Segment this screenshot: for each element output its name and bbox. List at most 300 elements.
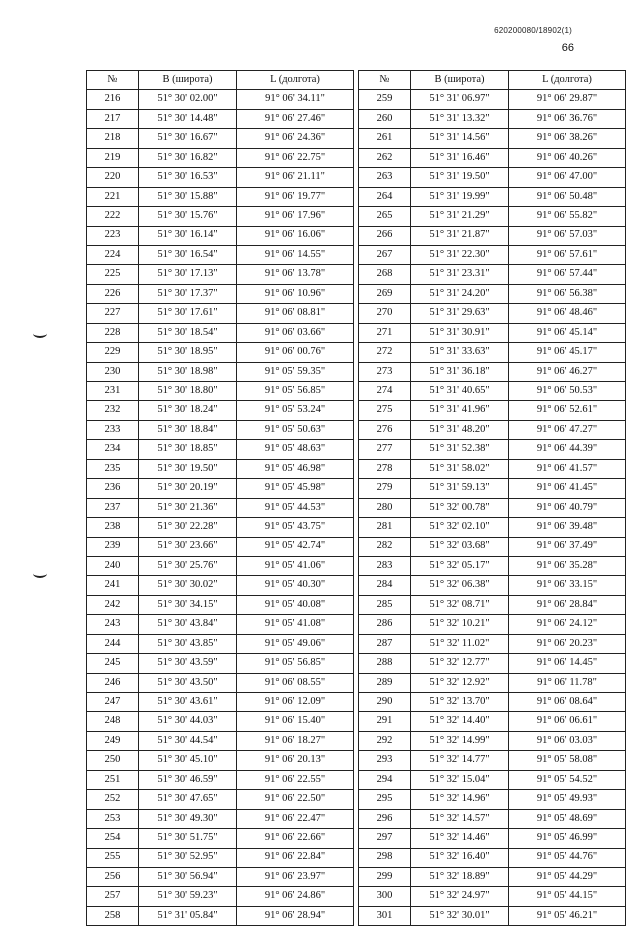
point-number: 256 bbox=[87, 867, 139, 886]
latitude-cell: 51° 32' 14.77" bbox=[411, 751, 509, 770]
longitude-cell: 91° 06' 15.40" bbox=[237, 712, 354, 731]
longitude-cell: 91° 06' 27.46" bbox=[237, 109, 354, 128]
latitude-cell: 51° 30' 46.59" bbox=[139, 770, 237, 789]
point-number: 245 bbox=[87, 654, 139, 673]
point-number: 243 bbox=[87, 615, 139, 634]
point-number: 221 bbox=[87, 187, 139, 206]
longitude-cell: 91° 06' 50.48" bbox=[509, 187, 626, 206]
header-number: № bbox=[87, 71, 139, 90]
table-row bbox=[359, 284, 626, 303]
point-number: 240 bbox=[87, 556, 139, 575]
latitude-cell: 51° 30' 25.76" bbox=[139, 556, 237, 575]
table-row bbox=[87, 304, 354, 323]
latitude-cell: 51° 32' 11.02" bbox=[411, 634, 509, 653]
header-longitude: L (долгота) bbox=[509, 71, 626, 90]
latitude-cell: 51° 30' 18.95" bbox=[139, 343, 237, 362]
table-row bbox=[359, 245, 626, 264]
latitude-cell: 51° 30' 43.85" bbox=[139, 634, 237, 653]
latitude-cell: 51° 31' 19.99" bbox=[411, 187, 509, 206]
point-number: 238 bbox=[87, 518, 139, 537]
table-row bbox=[87, 168, 354, 187]
longitude-cell: 91° 06' 16.06" bbox=[237, 226, 354, 245]
latitude-cell: 51° 32' 14.96" bbox=[411, 790, 509, 809]
latitude-cell: 51° 31' 22.30" bbox=[411, 245, 509, 264]
longitude-cell: 91° 06' 22.84" bbox=[237, 848, 354, 867]
table-row bbox=[87, 90, 354, 109]
latitude-cell: 51° 31' 24.20" bbox=[411, 284, 509, 303]
longitude-cell: 91° 06' 22.66" bbox=[237, 829, 354, 848]
longitude-cell: 91° 05' 54.52" bbox=[509, 770, 626, 789]
point-number: 234 bbox=[87, 440, 139, 459]
point-number: 295 bbox=[359, 790, 411, 809]
point-number: 289 bbox=[359, 673, 411, 692]
point-number: 291 bbox=[359, 712, 411, 731]
table-row bbox=[87, 576, 354, 595]
longitude-cell: 91° 06' 57.03" bbox=[509, 226, 626, 245]
longitude-cell: 91° 05' 59.35" bbox=[237, 362, 354, 381]
latitude-cell: 51° 31' 06.97" bbox=[411, 90, 509, 109]
latitude-cell: 51° 30' 15.88" bbox=[139, 187, 237, 206]
table-row bbox=[359, 362, 626, 381]
margin-mark bbox=[33, 329, 47, 338]
longitude-cell: 91° 06' 19.77" bbox=[237, 187, 354, 206]
longitude-cell: 91° 05' 44.15" bbox=[509, 887, 626, 906]
point-number: 288 bbox=[359, 654, 411, 673]
point-number: 286 bbox=[359, 615, 411, 634]
point-number: 299 bbox=[359, 867, 411, 886]
point-number: 278 bbox=[359, 459, 411, 478]
latitude-cell: 51° 30' 43.50" bbox=[139, 673, 237, 692]
latitude-cell: 51° 30' 34.15" bbox=[139, 595, 237, 614]
longitude-cell: 91° 06' 00.76" bbox=[237, 343, 354, 362]
latitude-cell: 51° 32' 12.77" bbox=[411, 654, 509, 673]
table-row bbox=[359, 751, 626, 770]
table-row bbox=[359, 537, 626, 556]
point-number: 281 bbox=[359, 518, 411, 537]
latitude-cell: 51° 32' 24.97" bbox=[411, 887, 509, 906]
latitude-cell: 51° 30' 20.19" bbox=[139, 479, 237, 498]
point-number: 272 bbox=[359, 343, 411, 362]
latitude-cell: 51° 30' 18.85" bbox=[139, 440, 237, 459]
latitude-cell: 51° 32' 14.40" bbox=[411, 712, 509, 731]
table-row bbox=[87, 829, 354, 848]
latitude-cell: 51° 31' 41.96" bbox=[411, 401, 509, 420]
header-number: № bbox=[359, 71, 411, 90]
table-row bbox=[359, 693, 626, 712]
point-number: 290 bbox=[359, 693, 411, 712]
point-number: 283 bbox=[359, 556, 411, 575]
longitude-cell: 91° 05' 50.63" bbox=[237, 420, 354, 439]
point-number: 294 bbox=[359, 770, 411, 789]
latitude-cell: 51° 31' 58.02" bbox=[411, 459, 509, 478]
point-number: 226 bbox=[87, 284, 139, 303]
table-row bbox=[359, 148, 626, 167]
point-number: 247 bbox=[87, 693, 139, 712]
table-row bbox=[359, 129, 626, 148]
table-row bbox=[359, 304, 626, 323]
longitude-cell: 91° 06' 12.09" bbox=[237, 693, 354, 712]
longitude-cell: 91° 05' 46.21" bbox=[509, 906, 626, 925]
longitude-cell: 91° 06' 18.27" bbox=[237, 731, 354, 750]
coordinates-table-left bbox=[86, 70, 354, 926]
latitude-cell: 51° 31' 30.91" bbox=[411, 323, 509, 342]
point-number: 271 bbox=[359, 323, 411, 342]
table-row bbox=[87, 284, 354, 303]
point-number: 249 bbox=[87, 731, 139, 750]
point-number: 282 bbox=[359, 537, 411, 556]
point-number: 269 bbox=[359, 284, 411, 303]
latitude-cell: 51° 31' 16.46" bbox=[411, 148, 509, 167]
point-number: 253 bbox=[87, 809, 139, 828]
point-number: 218 bbox=[87, 129, 139, 148]
document-id: 620200080/18902(1) bbox=[494, 26, 572, 35]
table-row bbox=[87, 207, 354, 226]
longitude-cell: 91° 06' 47.00" bbox=[509, 168, 626, 187]
latitude-cell: 51° 30' 49.30" bbox=[139, 809, 237, 828]
latitude-cell: 51° 30' 23.66" bbox=[139, 537, 237, 556]
table-row bbox=[359, 634, 626, 653]
longitude-cell: 91° 06' 41.57" bbox=[509, 459, 626, 478]
latitude-cell: 51° 31' 52.38" bbox=[411, 440, 509, 459]
longitude-cell: 91° 06' 13.78" bbox=[237, 265, 354, 284]
table-row bbox=[87, 129, 354, 148]
longitude-cell: 91° 05' 41.08" bbox=[237, 615, 354, 634]
longitude-cell: 91° 06' 45.14" bbox=[509, 323, 626, 342]
table-row bbox=[359, 887, 626, 906]
point-number: 276 bbox=[359, 420, 411, 439]
longitude-cell: 91° 06' 20.13" bbox=[237, 751, 354, 770]
point-number: 260 bbox=[359, 109, 411, 128]
table-row bbox=[359, 479, 626, 498]
table-row bbox=[359, 731, 626, 750]
longitude-cell: 91° 06' 57.44" bbox=[509, 265, 626, 284]
longitude-cell: 91° 06' 47.27" bbox=[509, 420, 626, 439]
table-row bbox=[87, 382, 354, 401]
point-number: 251 bbox=[87, 770, 139, 789]
longitude-cell: 91° 05' 58.08" bbox=[509, 751, 626, 770]
table-row bbox=[87, 459, 354, 478]
table-row bbox=[359, 867, 626, 886]
longitude-cell: 91° 06' 23.97" bbox=[237, 867, 354, 886]
latitude-cell: 51° 30' 47.65" bbox=[139, 790, 237, 809]
point-number: 285 bbox=[359, 595, 411, 614]
longitude-cell: 91° 06' 14.45" bbox=[509, 654, 626, 673]
point-number: 262 bbox=[359, 148, 411, 167]
latitude-cell: 51° 30' 16.53" bbox=[139, 168, 237, 187]
table-row bbox=[87, 518, 354, 537]
longitude-cell: 91° 06' 39.48" bbox=[509, 518, 626, 537]
point-number: 219 bbox=[87, 148, 139, 167]
latitude-cell: 51° 30' 18.54" bbox=[139, 323, 237, 342]
table-header-row bbox=[87, 71, 354, 90]
latitude-cell: 51° 30' 52.95" bbox=[139, 848, 237, 867]
table-row bbox=[359, 343, 626, 362]
point-number: 257 bbox=[87, 887, 139, 906]
latitude-cell: 51° 32' 18.89" bbox=[411, 867, 509, 886]
point-number: 277 bbox=[359, 440, 411, 459]
latitude-cell: 51° 30' 16.54" bbox=[139, 245, 237, 264]
coordinates-table-right bbox=[358, 70, 626, 926]
longitude-cell: 91° 05' 56.85" bbox=[237, 654, 354, 673]
longitude-cell: 91° 06' 34.11" bbox=[237, 90, 354, 109]
latitude-cell: 51° 30' 16.14" bbox=[139, 226, 237, 245]
table-row bbox=[87, 537, 354, 556]
latitude-cell: 51° 30' 43.59" bbox=[139, 654, 237, 673]
table-row bbox=[87, 556, 354, 575]
longitude-cell: 91° 06' 55.82" bbox=[509, 207, 626, 226]
point-number: 231 bbox=[87, 382, 139, 401]
table-row bbox=[359, 712, 626, 731]
table-row bbox=[87, 498, 354, 517]
latitude-cell: 51° 32' 14.46" bbox=[411, 829, 509, 848]
point-number: 275 bbox=[359, 401, 411, 420]
latitude-cell: 51° 30' 45.10" bbox=[139, 751, 237, 770]
latitude-cell: 51° 32' 14.99" bbox=[411, 731, 509, 750]
point-number: 224 bbox=[87, 245, 139, 264]
latitude-cell: 51° 32' 06.38" bbox=[411, 576, 509, 595]
longitude-cell: 91° 05' 53.24" bbox=[237, 401, 354, 420]
longitude-cell: 91° 06' 40.26" bbox=[509, 148, 626, 167]
table-row bbox=[359, 401, 626, 420]
table-row bbox=[87, 673, 354, 692]
table-row bbox=[87, 595, 354, 614]
longitude-cell: 91° 06' 40.79" bbox=[509, 498, 626, 517]
point-number: 228 bbox=[87, 323, 139, 342]
longitude-cell: 91° 05' 48.69" bbox=[509, 809, 626, 828]
latitude-cell: 51° 31' 33.63" bbox=[411, 343, 509, 362]
latitude-cell: 51° 32' 16.40" bbox=[411, 848, 509, 867]
longitude-cell: 91° 06' 24.12" bbox=[509, 615, 626, 634]
table-row bbox=[87, 362, 354, 381]
point-number: 297 bbox=[359, 829, 411, 848]
table-row bbox=[87, 867, 354, 886]
table-row bbox=[87, 401, 354, 420]
table-row bbox=[359, 420, 626, 439]
longitude-cell: 91° 06' 48.46" bbox=[509, 304, 626, 323]
latitude-cell: 51° 31' 13.32" bbox=[411, 109, 509, 128]
longitude-cell: 91° 05' 48.63" bbox=[237, 440, 354, 459]
point-number: 232 bbox=[87, 401, 139, 420]
table-row bbox=[359, 906, 626, 925]
latitude-cell: 51° 30' 44.03" bbox=[139, 712, 237, 731]
point-number: 223 bbox=[87, 226, 139, 245]
point-number: 263 bbox=[359, 168, 411, 187]
longitude-cell: 91° 06' 08.81" bbox=[237, 304, 354, 323]
table-row bbox=[87, 440, 354, 459]
point-number: 287 bbox=[359, 634, 411, 653]
table-row bbox=[359, 576, 626, 595]
point-number: 298 bbox=[359, 848, 411, 867]
latitude-cell: 51° 30' 17.13" bbox=[139, 265, 237, 284]
longitude-cell: 91° 06' 17.96" bbox=[237, 207, 354, 226]
longitude-cell: 91° 05' 46.98" bbox=[237, 459, 354, 478]
longitude-cell: 91° 06' 20.23" bbox=[509, 634, 626, 653]
point-number: 217 bbox=[87, 109, 139, 128]
table-row bbox=[87, 790, 354, 809]
point-number: 259 bbox=[359, 90, 411, 109]
point-number: 258 bbox=[87, 906, 139, 925]
latitude-cell: 51° 32' 14.57" bbox=[411, 809, 509, 828]
latitude-cell: 51° 31' 19.50" bbox=[411, 168, 509, 187]
page-number: 66 bbox=[561, 42, 574, 54]
longitude-cell: 91° 06' 35.28" bbox=[509, 556, 626, 575]
latitude-cell: 51° 30' 16.67" bbox=[139, 129, 237, 148]
table-row bbox=[359, 168, 626, 187]
table-row bbox=[87, 751, 354, 770]
point-number: 241 bbox=[87, 576, 139, 595]
point-number: 216 bbox=[87, 90, 139, 109]
longitude-cell: 91° 06' 33.15" bbox=[509, 576, 626, 595]
table-row bbox=[359, 770, 626, 789]
longitude-cell: 91° 06' 22.50" bbox=[237, 790, 354, 809]
latitude-cell: 51° 30' 30.02" bbox=[139, 576, 237, 595]
point-number: 237 bbox=[87, 498, 139, 517]
latitude-cell: 51° 31' 59.13" bbox=[411, 479, 509, 498]
latitude-cell: 51° 30' 59.23" bbox=[139, 887, 237, 906]
longitude-cell: 91° 05' 44.53" bbox=[237, 498, 354, 517]
table-row bbox=[87, 634, 354, 653]
latitude-cell: 51° 30' 18.80" bbox=[139, 382, 237, 401]
table-row bbox=[87, 906, 354, 925]
table-row bbox=[359, 90, 626, 109]
table-row bbox=[359, 556, 626, 575]
point-number: 273 bbox=[359, 362, 411, 381]
table-row bbox=[359, 829, 626, 848]
latitude-cell: 51° 32' 00.78" bbox=[411, 498, 509, 517]
table-row bbox=[87, 323, 354, 342]
table-row bbox=[359, 809, 626, 828]
latitude-cell: 51° 32' 03.68" bbox=[411, 537, 509, 556]
point-number: 280 bbox=[359, 498, 411, 517]
table-row bbox=[359, 790, 626, 809]
longitude-cell: 91° 06' 28.94" bbox=[237, 906, 354, 925]
table-row bbox=[359, 265, 626, 284]
table-row bbox=[87, 731, 354, 750]
point-number: 250 bbox=[87, 751, 139, 770]
point-number: 300 bbox=[359, 887, 411, 906]
table-row bbox=[87, 693, 354, 712]
latitude-cell: 51° 30' 43.84" bbox=[139, 615, 237, 634]
latitude-cell: 51° 30' 18.24" bbox=[139, 401, 237, 420]
table-row bbox=[87, 109, 354, 128]
longitude-cell: 91° 06' 22.75" bbox=[237, 148, 354, 167]
table-row bbox=[359, 226, 626, 245]
table-row bbox=[87, 654, 354, 673]
longitude-cell: 91° 06' 38.26" bbox=[509, 129, 626, 148]
point-number: 239 bbox=[87, 537, 139, 556]
table-row bbox=[359, 595, 626, 614]
latitude-cell: 51° 32' 08.71" bbox=[411, 595, 509, 614]
latitude-cell: 51° 30' 43.61" bbox=[139, 693, 237, 712]
point-number: 293 bbox=[359, 751, 411, 770]
margin-mark bbox=[33, 569, 47, 578]
longitude-cell: 91° 06' 45.17" bbox=[509, 343, 626, 362]
point-number: 265 bbox=[359, 207, 411, 226]
latitude-cell: 51° 31' 14.56" bbox=[411, 129, 509, 148]
point-number: 268 bbox=[359, 265, 411, 284]
longitude-cell: 91° 05' 40.08" bbox=[237, 595, 354, 614]
latitude-cell: 51° 30' 22.28" bbox=[139, 518, 237, 537]
longitude-cell: 91° 06' 50.53" bbox=[509, 382, 626, 401]
header-latitude: B (широта) bbox=[411, 71, 509, 90]
table-row bbox=[359, 498, 626, 517]
point-number: 270 bbox=[359, 304, 411, 323]
latitude-cell: 51° 32' 05.17" bbox=[411, 556, 509, 575]
point-number: 246 bbox=[87, 673, 139, 692]
longitude-cell: 91° 05' 46.99" bbox=[509, 829, 626, 848]
point-number: 261 bbox=[359, 129, 411, 148]
longitude-cell: 91° 06' 11.78" bbox=[509, 673, 626, 692]
longitude-cell: 91° 06' 14.55" bbox=[237, 245, 354, 264]
table-row bbox=[87, 770, 354, 789]
point-number: 230 bbox=[87, 362, 139, 381]
longitude-cell: 91° 06' 28.84" bbox=[509, 595, 626, 614]
longitude-cell: 91° 05' 44.76" bbox=[509, 848, 626, 867]
longitude-cell: 91° 06' 46.27" bbox=[509, 362, 626, 381]
table-row bbox=[87, 265, 354, 284]
point-number: 248 bbox=[87, 712, 139, 731]
table-row bbox=[359, 459, 626, 478]
longitude-cell: 91° 05' 56.85" bbox=[237, 382, 354, 401]
longitude-cell: 91° 05' 43.75" bbox=[237, 518, 354, 537]
latitude-cell: 51° 32' 12.92" bbox=[411, 673, 509, 692]
point-number: 279 bbox=[359, 479, 411, 498]
table-row bbox=[87, 187, 354, 206]
table-row bbox=[359, 673, 626, 692]
latitude-cell: 51° 31' 36.18" bbox=[411, 362, 509, 381]
point-number: 227 bbox=[87, 304, 139, 323]
latitude-cell: 51° 30' 17.37" bbox=[139, 284, 237, 303]
longitude-cell: 91° 05' 49.06" bbox=[237, 634, 354, 653]
latitude-cell: 51° 30' 15.76" bbox=[139, 207, 237, 226]
table-row bbox=[359, 518, 626, 537]
longitude-cell: 91° 05' 40.30" bbox=[237, 576, 354, 595]
point-number: 236 bbox=[87, 479, 139, 498]
latitude-cell: 51° 32' 02.10" bbox=[411, 518, 509, 537]
longitude-cell: 91° 06' 22.55" bbox=[237, 770, 354, 789]
table-row bbox=[359, 440, 626, 459]
table-row bbox=[87, 479, 354, 498]
table-row bbox=[87, 148, 354, 167]
latitude-cell: 51° 30' 19.50" bbox=[139, 459, 237, 478]
table-row bbox=[359, 187, 626, 206]
table-row bbox=[87, 712, 354, 731]
table-row bbox=[87, 226, 354, 245]
point-number: 233 bbox=[87, 420, 139, 439]
latitude-cell: 51° 30' 18.98" bbox=[139, 362, 237, 381]
table-row bbox=[87, 420, 354, 439]
longitude-cell: 91° 05' 44.29" bbox=[509, 867, 626, 886]
point-number: 244 bbox=[87, 634, 139, 653]
longitude-cell: 91° 06' 24.86" bbox=[237, 887, 354, 906]
latitude-cell: 51° 30' 56.94" bbox=[139, 867, 237, 886]
latitude-cell: 51° 30' 18.84" bbox=[139, 420, 237, 439]
latitude-cell: 51° 32' 10.21" bbox=[411, 615, 509, 634]
latitude-cell: 51° 30' 02.00" bbox=[139, 90, 237, 109]
longitude-cell: 91° 06' 37.49" bbox=[509, 537, 626, 556]
longitude-cell: 91° 06' 06.61" bbox=[509, 712, 626, 731]
longitude-cell: 91° 05' 45.98" bbox=[237, 479, 354, 498]
table-row bbox=[359, 382, 626, 401]
longitude-cell: 91° 06' 44.39" bbox=[509, 440, 626, 459]
longitude-cell: 91° 05' 49.93" bbox=[509, 790, 626, 809]
longitude-cell: 91° 06' 56.38" bbox=[509, 284, 626, 303]
point-number: 229 bbox=[87, 343, 139, 362]
longitude-cell: 91° 06' 22.47" bbox=[237, 809, 354, 828]
point-number: 284 bbox=[359, 576, 411, 595]
latitude-cell: 51° 32' 13.70" bbox=[411, 693, 509, 712]
table-header-row bbox=[359, 71, 626, 90]
